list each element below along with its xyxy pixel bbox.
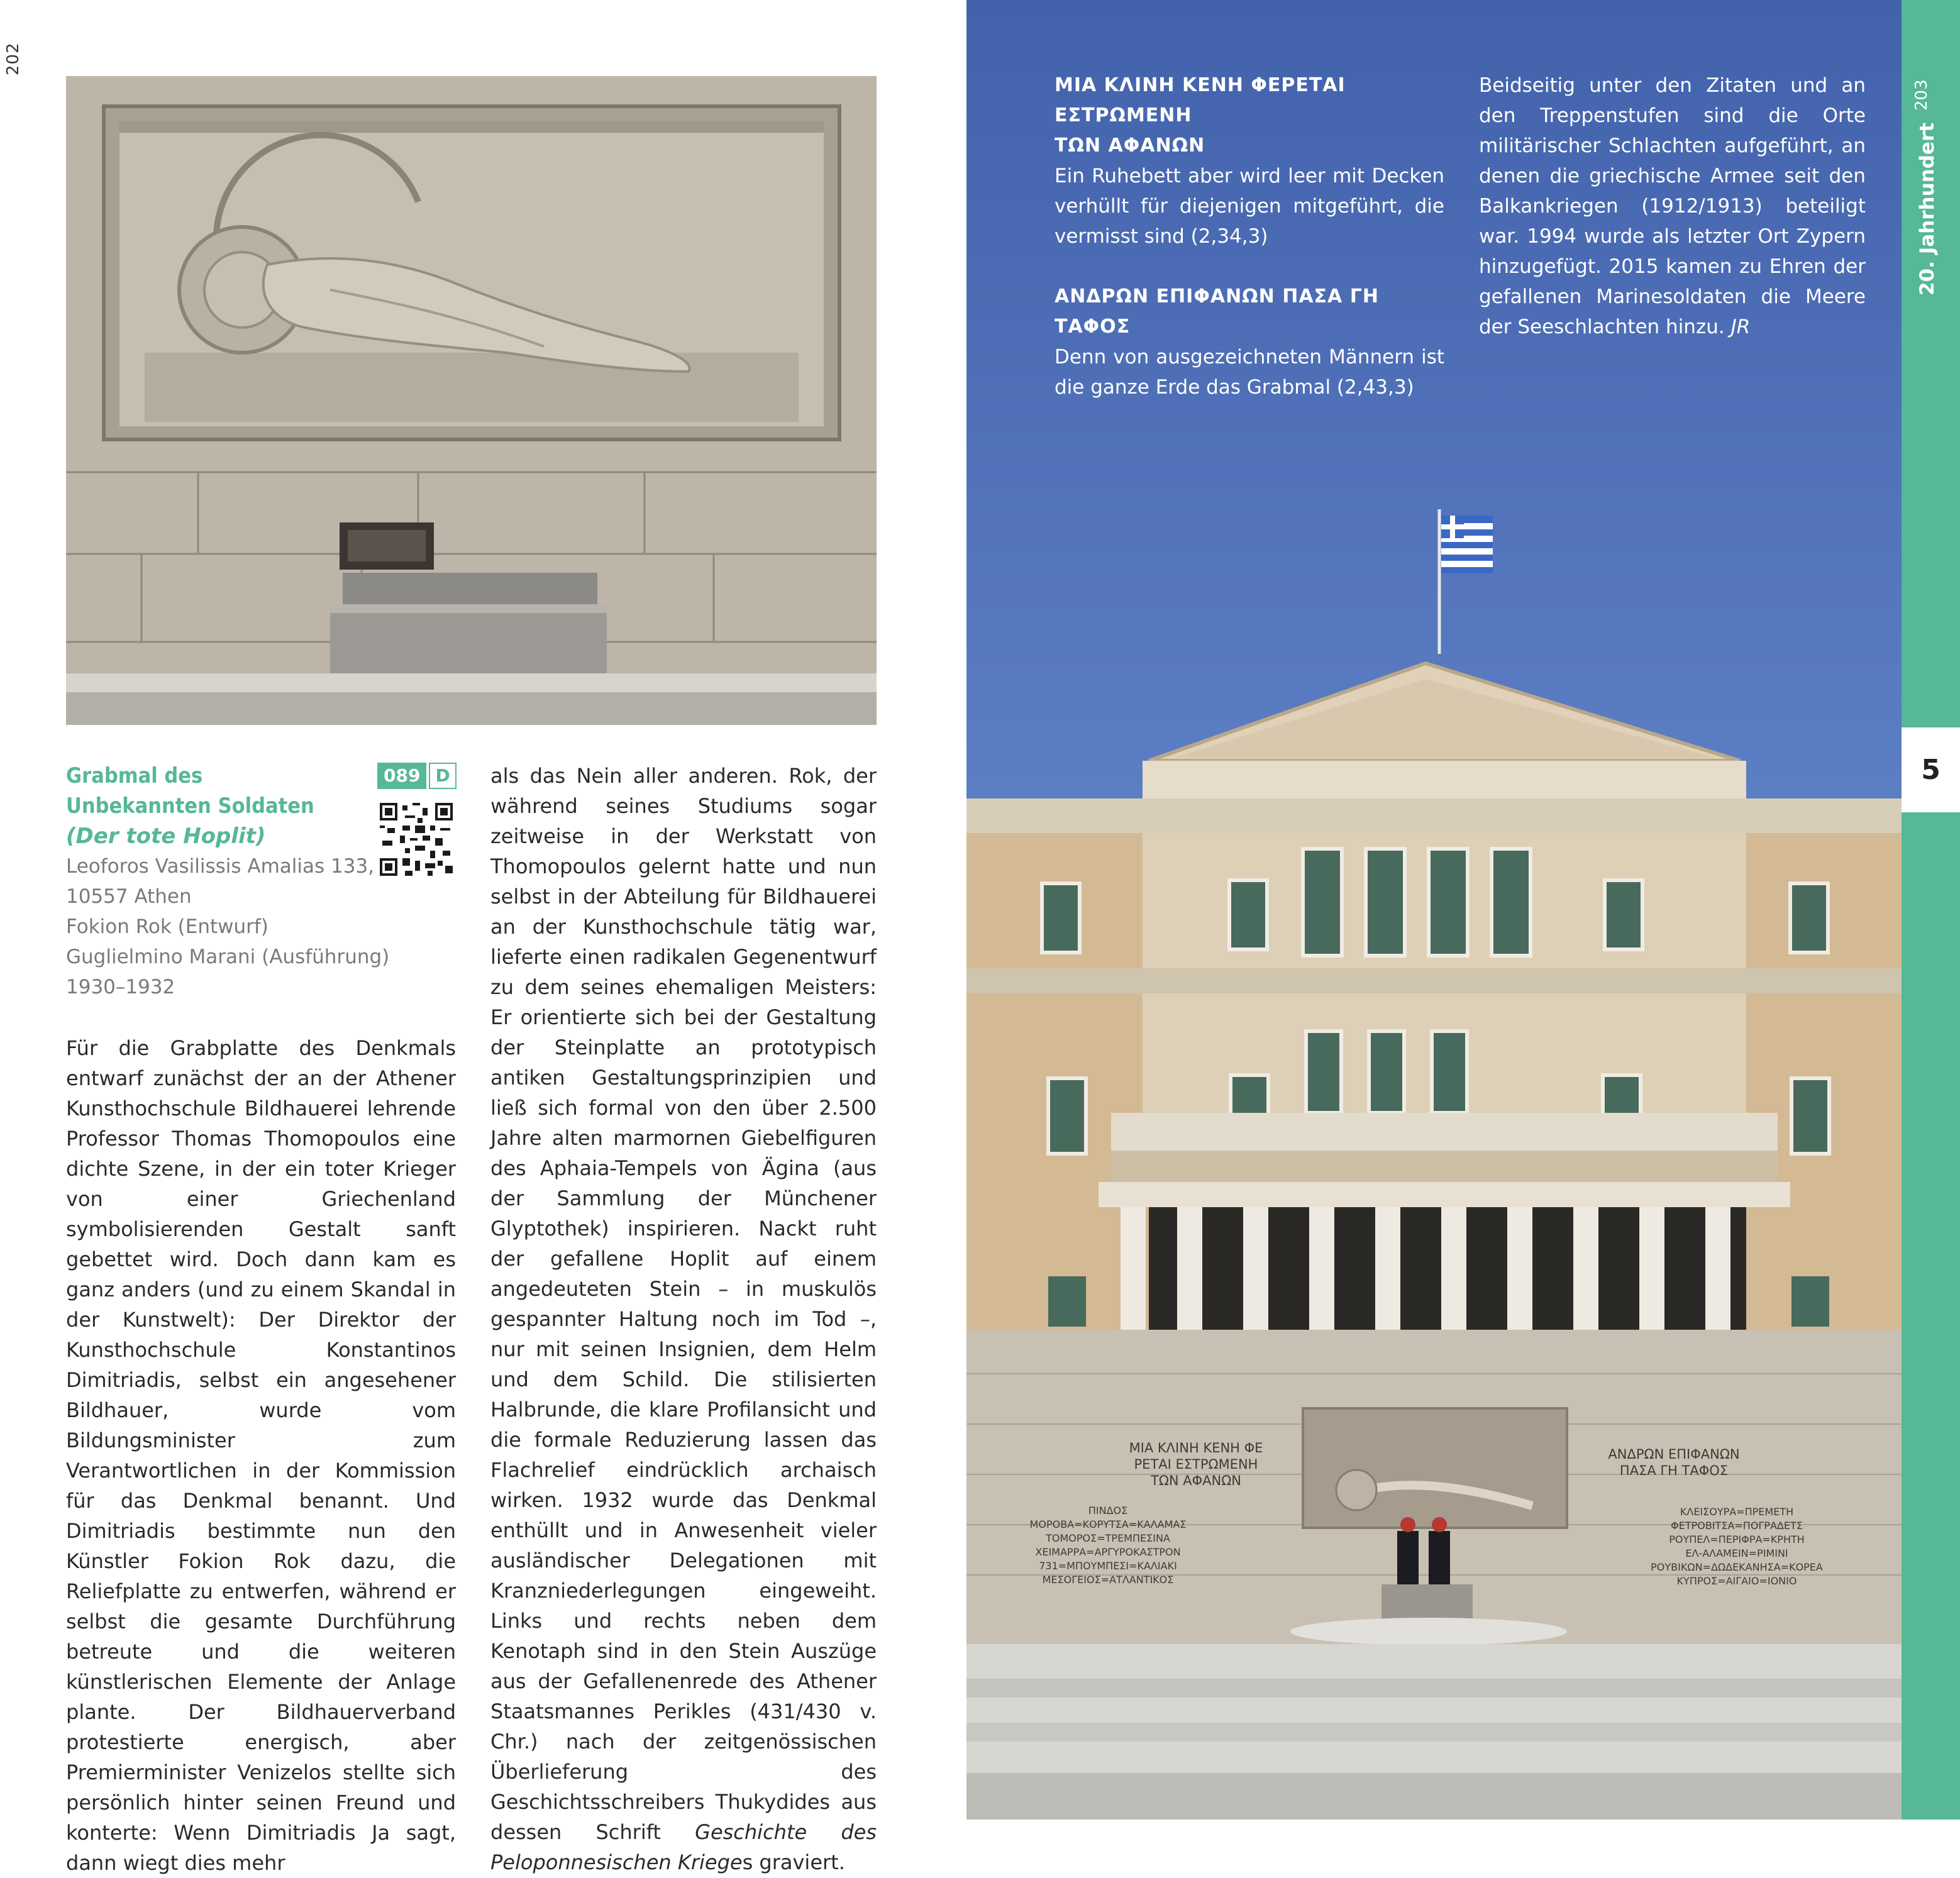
quote1-greek-line1: ΜΙΑ ΚΛΙΝΗ ΚΕΝΗ ΦΕΡΕΤΑΙ ΕΣΤΡΩΜΕΝΗ (1055, 74, 1346, 126)
badge-letter: D (429, 763, 456, 789)
entry-address-line1: Leoforos Vasilissis Amalias 133, (66, 855, 375, 878)
entry-info (66, 761, 456, 1002)
svg-text:ΕΛ-ΑΛΑΜΕΙΝ=ΡΙΜΙΝΙ: ΕΛ-ΑΛΑΜΕΙΝ=ΡΙΜΙΝΙ (1685, 1547, 1788, 1559)
section-label: 20. Jahrhundert (1916, 122, 1939, 296)
entry-badge (377, 763, 457, 789)
svg-text:ΡΟΥΒΙΚΩΝ=ΔΩΔΕΚΑΝΗΣΑ=ΚΟΡΕΑ: ΡΟΥΒΙΚΩΝ=ΔΩΔΕΚΑΝΗΣΑ=ΚΟΡΕΑ (1651, 1561, 1823, 1573)
entry-subtitle: (Der tote Hoplit) (66, 824, 266, 849)
svg-text:ΡΕΤΑΙ ΕΣΤΡΩΜΕΝΗ: ΡΕΤΑΙ ΕΣΤΡΩΜΕΝΗ (1134, 1457, 1258, 1472)
svg-text:ΠΑΣΑ ΓΗ ΤΑΦΟΣ: ΠΑΣΑ ΓΗ ΤΑΦΟΣ (1619, 1463, 1729, 1478)
side-text: Beidseitig unter den Zitaten und an den Treppenstufen sind die Orte militärischer Schlachten aufgeführt, an denen die griechische Armee seit den Balkankriegen (1912/1913) beteiligt war. 1994 wurde als letzter Ort Zypern hinzugefügt. 2015 kamen zu Ehren der gefallenen Marinesoldaten die Meere der Seeschlachten hinzu. JR (1479, 74, 1866, 338)
page-number-right: 203 (1912, 79, 1931, 111)
badge-number: 089 (377, 763, 426, 789)
entry-design-credit: Fokion Rok (Entwurf) (66, 915, 269, 938)
svg-text:ΚΛΕΙΣΟΥΡΑ=ΠΡΕΜΕΤΗ: ΚΛΕΙΣΟΥΡΑ=ΠΡΕΜΕΤΗ (1680, 1506, 1794, 1518)
quote2-translation: Denn von ausgezeichneten Männern ist die ganze Erde das Grabmal (2,43,3) (1055, 346, 1444, 399)
qr-code-icon[interactable] (380, 803, 453, 876)
svg-text:ΚΥΠΡΟΣ=ΑΙΓΑΙΟ=ΙΟΝΙΟ: ΚΥΠΡΟΣ=ΑΙΓΑΙΟ=ΙΟΝΙΟ (1676, 1575, 1797, 1587)
quote-block (1055, 70, 1444, 402)
quote1-translation: Ein Ruhebett aber wird leer mit Decken verhüllt für diejenigen mitgeführt, die vermisst sind (2,34,3) (1055, 165, 1444, 248)
svg-text:ΠΙΝΔΟΣ: ΠΙΝΔΟΣ (1088, 1505, 1128, 1516)
svg-text:ΤΟΜΟΡΟΣ=ΤΡΕΜΠΕΣΙΝΑ: ΤΟΜΟΡΟΣ=ΤΡΕΜΠΕΣΙΝΑ (1046, 1532, 1170, 1544)
entry-execution-credit: Guglielmino Marani (Ausführung) (66, 946, 390, 968)
quote1-greek-line2: ΤΩΝ ΑΦΑΝΩΝ (1055, 135, 1205, 157)
left-page (0, 0, 966, 1875)
body-text-column-1: Für die Grabplatte des Denkmals entwarf zunächst der an der Athener Kunsthochschule Bildhauerei lehrende Professor Thomas Thomopoulos eine dichte Szene, in der ein toter Krieger von einer Griechenland symbolisierenden Gestalt sanft gebettet wird. Doch dann kam es ganz anders (und zu einem Skandal in der Kunstwelt): Der Direktor der Kunsthochschule Konstantinos Dimitriadis, selbst ein angesehener Bildhauer, wurde vom Bildungsminister zum Verantwortlichen in der Kommission für das Denkmal benannt. Und Dimitriadis bestimmte nun den Künstler Fokion Rok dazu, die Reliefplatte zu entwerfen, während er selbst die gesamte Durchführung betreute und die weiteren künstlerischen Elemente der Anlage plante. Der Bildhauerverband protestierte energisch, aber Premierminister Venizelos stellte sich persönlich hinter seinen Freund und konterte: Wenn Dimitriadis Ja sagt, dann wiegt dies mehr (66, 1036, 456, 1875)
entry-years: 1930–1932 (66, 976, 175, 998)
svg-text:ΜΕΣΟΓΕΙΟΣ=ΑΤΛΑΝΤΙΚΟΣ: ΜΕΣΟΓΕΙΟΣ=ΑΤΛΑΝΤΙΚΟΣ (1042, 1574, 1174, 1586)
svg-text:731=ΜΠΟΥΜΠΕΣΙ=ΚΑΛΙΑΚΙ: 731=ΜΠΟΥΜΠΕΣΙ=ΚΑΛΙΑΚΙ (1039, 1560, 1177, 1572)
entry-title-line2: Unbekannten Soldaten (66, 793, 314, 819)
chapter-number-tab[interactable]: 5 (1902, 727, 1960, 812)
svg-text:ΜΙΑ ΚΛΙΝΗ ΚΕΝΗ ΦΕ: ΜΙΑ ΚΛΙΝΗ ΚΕΝΗ ΦΕ (1129, 1440, 1263, 1455)
page-number-left: 202 (4, 42, 23, 75)
svg-text:ΤΩΝ ΑΦΑΝΩΝ: ΤΩΝ ΑΦΑΝΩΝ (1151, 1473, 1241, 1488)
svg-text:ΦΕΤΡΟΒΙΤΣΑ=ΠΟΓΡΑΔΕΤΣ: ΦΕΤΡΟΒΙΤΣΑ=ΠΟΓΡΑΔΕΤΣ (1671, 1520, 1803, 1532)
quote2-greek: ΑΝΔΡΩΝ ΕΠΙΦΑΝΩΝ ΠΑΣΑ ΓΗ ΤΑΦΟΣ (1055, 285, 1379, 338)
right-page (966, 0, 1960, 1820)
entry-title-line1: Grabmal des (66, 763, 203, 788)
body-text-column-2: als das Nein aller anderen. Rok, der während seines Studiums sogar zeitweise in der Werkstatt von Thomopoulos gelernt hatte und nun selbst in der Abteilung für Bildhauerei an der Kunsthochschule tätig war, lieferte einen radikalen Gegenentwurf zu dem seines ehemaligen Meisters: Er orientierte sich bei der Gestaltung der Steinplatte an prototypisch antiken Gestaltungsprinzipien und ließ sich formal von den über 2.500 Jahre alten marmornen Giebelfiguren des Aphaia-Tempels von Ägina (aus der Sammlung der Münchener Glyptothek) inspirieren. Nackt ruht der gefallene Hoplit auf einem angedeuteten Stein – in muskulös gespannter Haltung noch im Tod –, nur mit seinen Insignien, dem Helm und dem Schild. Die stilisierten Halbrunde, die klare Profilansicht und die formale Reduzierung lassen das Flachrelief eindrücklich archaisch wirken. 1932 wurde das Denkmal enthüllt und in Anwesenheit vieler ausländischer Delegationen mit Kranzniederlegungen eingeweiht. Links und rechts neben dem Kenotaph sind in den Stein Auszüge aus der Gefallenenrede des Athener Staatsmannes Perikles (431/430 v. Chr.) nach der zeitgenössischen Überlieferung des Geschichtsschreibers Thukydides aus dessen Schrift Geschichte des Peloponnesischen Krieges graviert. (490, 764, 877, 1874)
svg-text:ΑΝΔΡΩΝ ΕΠΙΦΑΝΩΝ: ΑΝΔΡΩΝ ΕΠΙΦΑΝΩΝ (1608, 1447, 1740, 1462)
svg-text:ΜΟΡΟΒΑ=ΚΟΡΥΤΣΑ=ΚΑΛΑΜΑΣ: ΜΟΡΟΒΑ=ΚΟΡΥΤΣΑ=ΚΑΛΑΜΑΣ (1029, 1518, 1187, 1530)
entry-address-line2: 10557 Athen (66, 885, 192, 908)
svg-text:ΧΕΙΜΑΡΡΑ=ΑΡΓΥΡΟΚΑΣΤΡΟΝ: ΧΕΙΜΑΡΡΑ=ΑΡΓΥΡΟΚΑΣΤΡΟΝ (1035, 1546, 1181, 1558)
tomb-relief-photo (66, 76, 877, 725)
svg-text:ΡΟΥΠΕΛ=ΠΕΡΙΦΡΑ=ΚΡΗΤΗ: ΡΟΥΠΕΛ=ΠΕΡΙΦΡΑ=ΚΡΗΤΗ (1669, 1533, 1805, 1545)
